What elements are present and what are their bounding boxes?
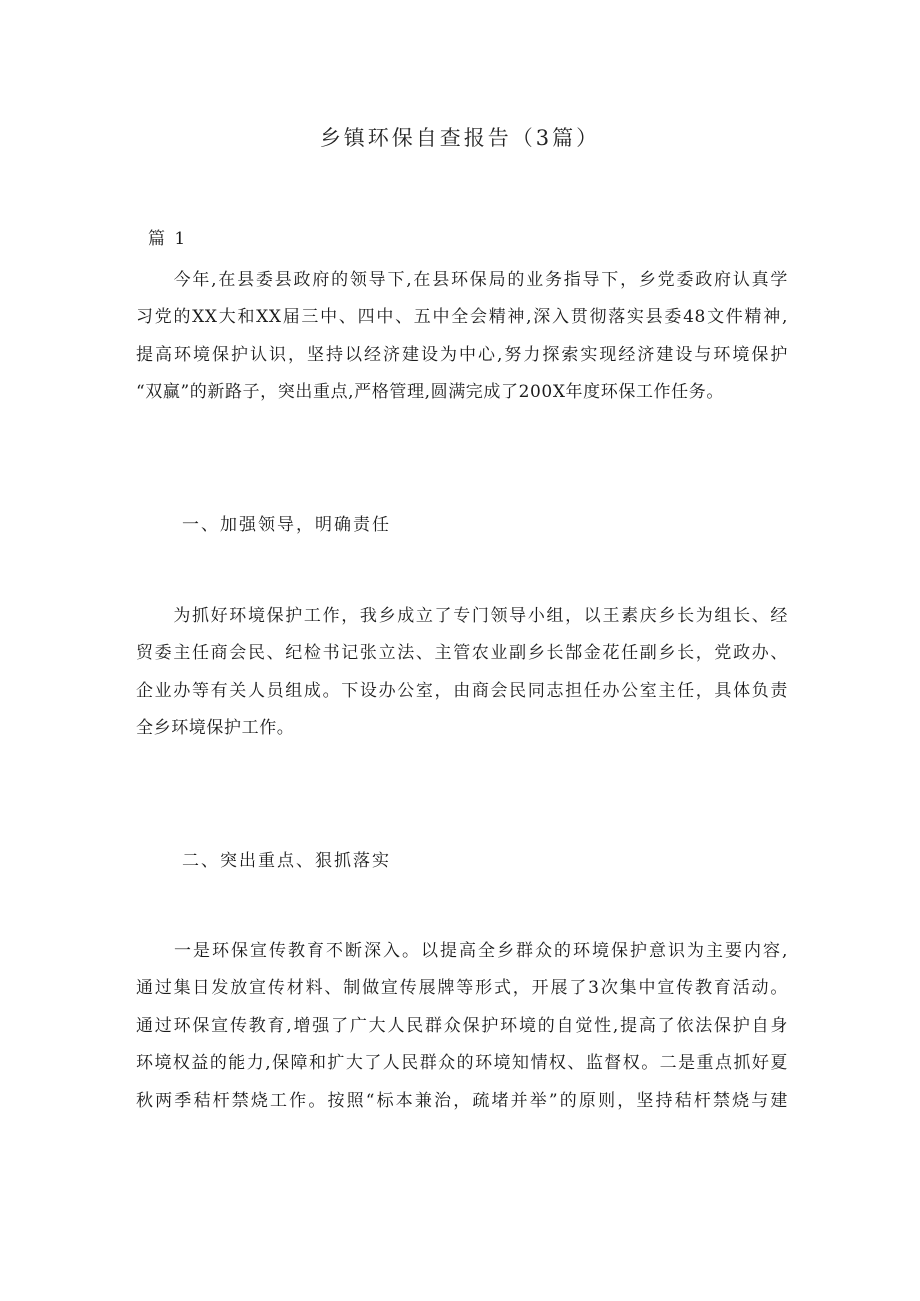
paragraph-line: 提高环境保护认识，坚持以经济建设为中心,努力探索实现经济建设与环境保护 xyxy=(136,344,788,365)
intro-paragraph xyxy=(136,262,788,412)
paragraph-line: 为抓好环境保护工作，我乡成立了专门领导小组，以王素庆乡长为组长、经 xyxy=(136,606,788,626)
paragraph-line: 通过环保宣传教育,增强了广大人民群众保护环境的自觉性,提高了依法保护自身 xyxy=(136,1015,788,1036)
paragraph-line: 习党的XX大和XX届三中、四中、五中全会精神,深入贯彻落实县委48文件精神, xyxy=(136,307,788,328)
paragraph-line: 环境权益的能力,保障和扩大了人民群众的环境知情权、监督权。二是重点抓好夏 xyxy=(136,1053,788,1074)
section-paragraph xyxy=(136,598,788,748)
document-title: 乡镇环保自查报告（3篇） xyxy=(319,126,601,150)
paragraph-line: 通过集日发放宣传材料、制做宣传展牌等形式，开展了3次集中宣传教育活动。 xyxy=(136,978,788,999)
section-heading: 二、突出重点、狠抓落实 xyxy=(182,851,391,871)
paragraph-line: “双赢”的新路子，突出重点,严格管理,圆满完成了200X年度环保工作任务。 xyxy=(136,382,724,403)
paragraph-line: 一是环保宣传教育不断深入。以提高全乡群众的环境保护意识为主要内容, xyxy=(136,941,788,961)
paragraph-line: 今年,在县委县政府的领导下,在县环保局的业务指导下，乡党委政府认真学 xyxy=(136,270,788,290)
paragraph-line: 秋两季秸杆禁烧工作。按照“标本兼治，疏堵并举”的原则，坚持秸杆禁烧与建 xyxy=(136,1090,788,1111)
paragraph-line: 企业办等有关人员组成。下设办公室，由商会民同志担任办公室主任，具体负责 xyxy=(136,680,788,701)
section-paragraph xyxy=(136,933,788,1120)
paragraph-line: 全乡环境保护工作。 xyxy=(136,718,295,739)
section-heading: 一、加强领导，明确责任 xyxy=(182,515,391,535)
paragraph-line: 贸委主任商会民、纪检书记张立法、主管农业副乡长郜金花任副乡长，党政办、 xyxy=(136,643,788,664)
part-label: 篇 1 xyxy=(148,229,188,249)
